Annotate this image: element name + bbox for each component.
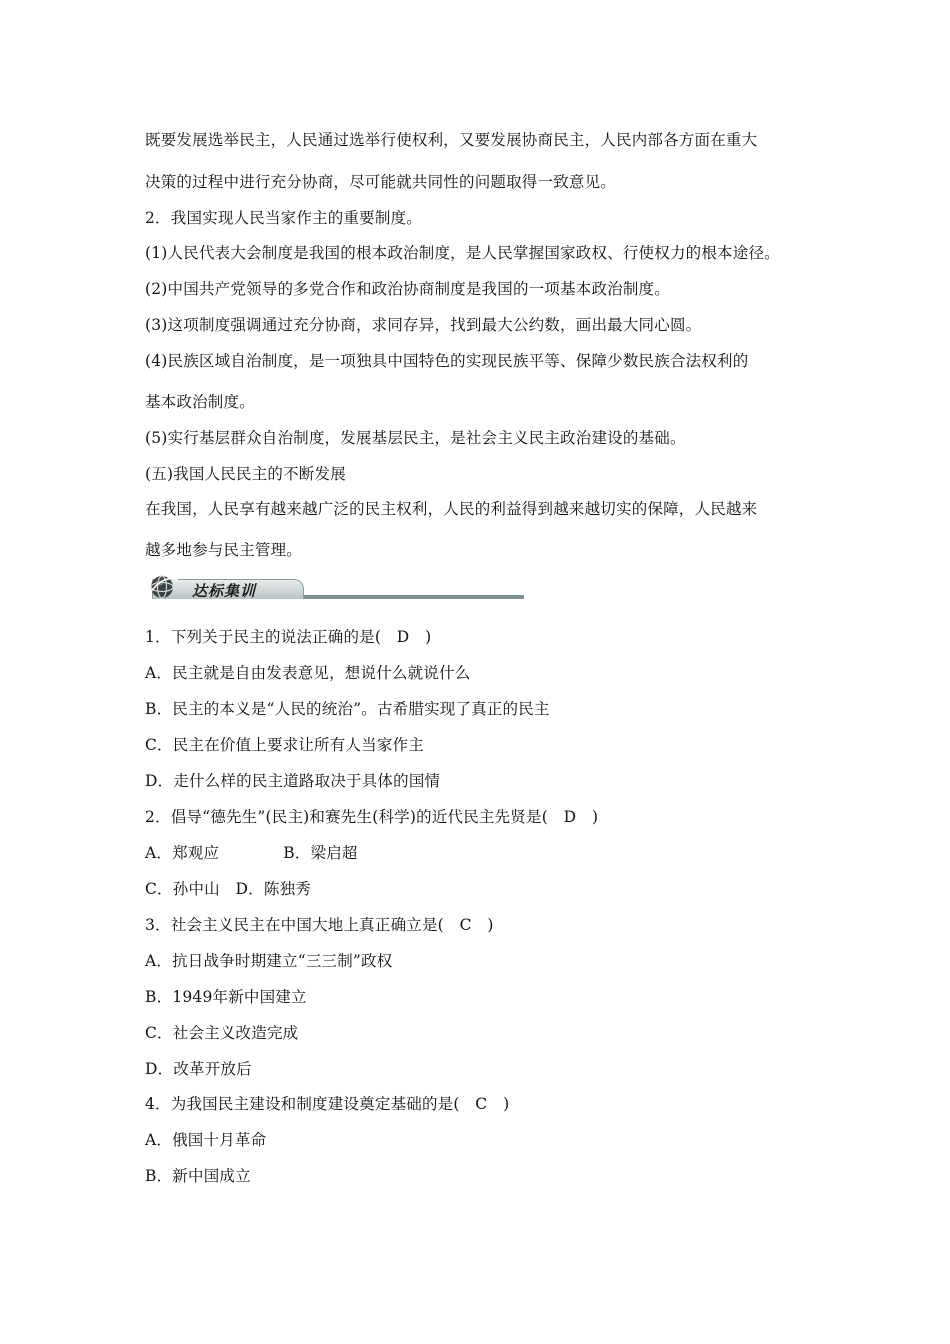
paragraph-line: (4)民族区域自治制度，是一项独具中国特色的实现民族平等、保障少数民族合法权利的	[145, 352, 749, 370]
paragraph-line: (1)人民代表大会制度是我国的根本政治制度，是人民掌握国家政权、行使权力的根本途径。	[145, 244, 780, 262]
paragraph-line: 决策的过程中进行充分协商，尽可能就共同性的问题取得一致意见。	[145, 173, 617, 191]
option-line: B．新中国成立	[145, 1167, 251, 1185]
paragraph-line: (2)中国共产党领导的多党合作和政治协商制度是我国的一项基本政治制度。	[145, 280, 670, 298]
question-stem: 2．倡导“德先生”(民主)和赛先生(科学)的近代民主先贤是( D )	[145, 808, 599, 826]
paragraph-heading: 2．我国实现人民当家作主的重要制度。	[145, 209, 422, 227]
paragraph-line: (3)这项制度强调通过充分协商，求同存异，找到最大公约数，画出最大同心圆。	[145, 316, 702, 334]
question-stem: 3．社会主义民主在中国大地上真正确立是( C )	[145, 916, 494, 934]
option-line: B．1949年新中国建立	[145, 988, 307, 1006]
paragraph-heading: (五)我国人民民主的不断发展	[145, 465, 346, 483]
option-line: A．民主就是自由发表意见，想说什么就说什么	[145, 664, 471, 682]
option-a: A．郑观应	[145, 844, 220, 862]
question-stem: 1．下列关于民主的说法正确的是( D )	[145, 628, 432, 646]
section-banner	[142, 572, 526, 606]
globe-icon	[146, 572, 180, 602]
option-line: D．走什么样的民主道路取决于具体的国情	[145, 772, 441, 790]
question-stem: 4．为我国民主建设和制度建设奠定基础的是( C )	[145, 1095, 510, 1113]
paragraph-line: 基本政治制度。	[145, 393, 255, 411]
paragraph-line: 越多地参与民主管理。	[145, 541, 303, 559]
paragraph-line: 既要发展选举民主，人民通过选举行使权利，又要发展协商民主，人民内部各方面在重大	[145, 131, 758, 149]
paragraph-line: (5)实行基层群众自治制度，发展基层民主，是社会主义民主政治建设的基础。	[145, 429, 686, 447]
option-line: A．俄国十月革命	[145, 1131, 267, 1149]
option-line: A．抗日战争时期建立“三三制”政权	[145, 952, 393, 970]
option-b: B．梁启超	[283, 844, 358, 862]
option-line: D．改革开放后	[145, 1060, 252, 1078]
banner-title: 达标集训	[192, 582, 257, 600]
option-line: C．孙中山 D．陈独秀	[145, 880, 311, 898]
option-line: C．社会主义改造完成	[145, 1024, 299, 1042]
option-line	[145, 841, 358, 863]
option-line: C．民主在价值上要求让所有人当家作主	[145, 736, 424, 754]
paragraph-line: 在我国，人民享有越来越广泛的民主权利，人民的利益得到越来越切实的保障，人民越来	[145, 500, 758, 518]
option-line: B．民主的本义是“人民的统治”。古希腊实现了真正的民主	[145, 700, 550, 718]
